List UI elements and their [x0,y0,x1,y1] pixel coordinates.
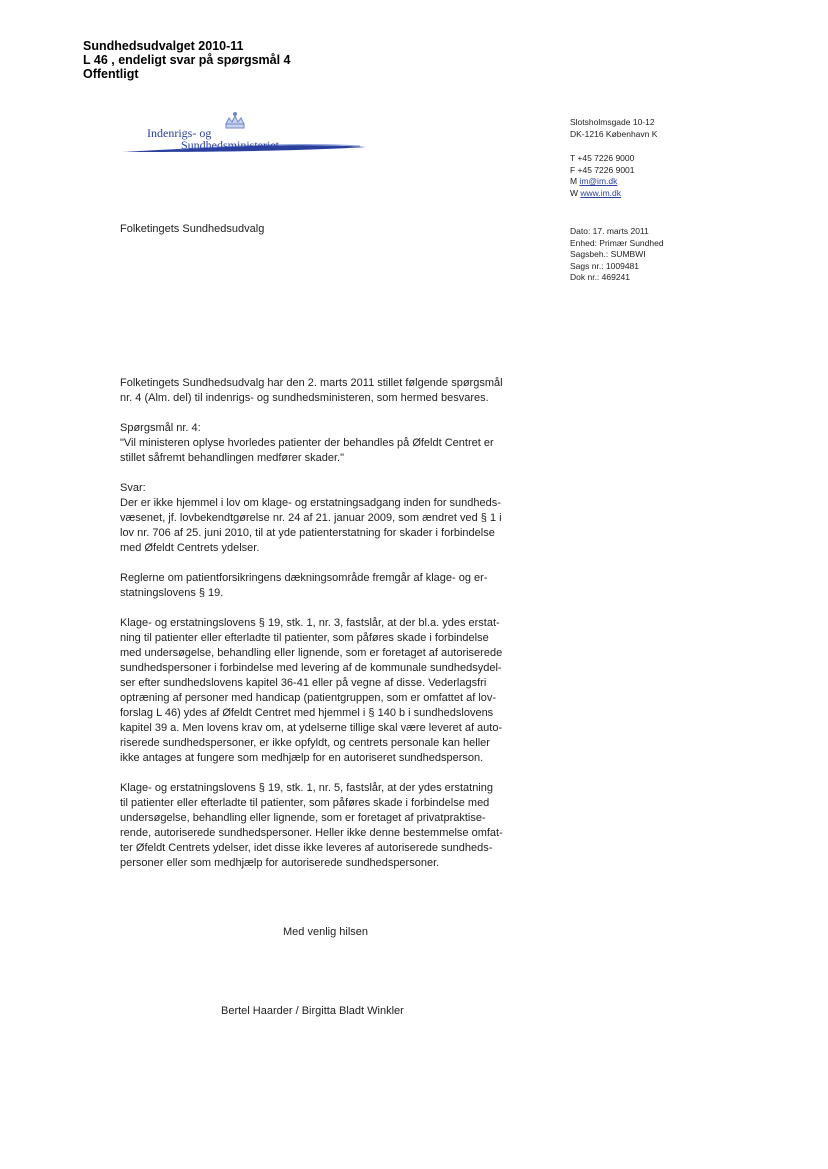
logo-text-line2: Sundhedsministeriet [181,138,279,152]
meta-unit: Enhed: Primær Sundhed [570,237,664,248]
signers: Bertel Haarder / Birgitta Bladt Winkler [221,1005,404,1017]
answer-paragraph-2: Reglerne om patientforsikringens dækningsområde fremgår af klage- og er- statningslovens § 19. [120,572,488,599]
document-meta [570,226,664,284]
ministry-logo [120,110,370,160]
meta-document-number: Dok nr.: 469241 [570,272,631,282]
committee-title: Sundhedsudvalget 2010-11 [83,39,244,53]
document-header [83,39,291,81]
meta-handler: Sagsbeh.: SUMBWI [570,249,646,259]
address-mail-line: M im@im.dk [570,176,618,186]
recipient: Folketingets Sundhedsudvalg [120,223,265,235]
answer-label: Svar: [120,482,146,494]
address-web-line: W www.im.dk [570,187,622,198]
email-link[interactable]: im@im.dk [579,176,618,186]
bill-answer-title: L 46 , endeligt svar på spørgsmål 4 [83,53,291,67]
website-link[interactable]: www.im.dk [580,187,622,198]
question-paragraph: Spørgsmål nr. 4: "Vil ministeren oplyse hvorledes patienter der behandles på Øfeldt Centret er stillet såfremt behandlingen medfører skader." [120,421,540,466]
meta-date: Dato: 17. marts 2011 [570,226,649,236]
address-street: Slotsholmsgade 10-12 [570,117,655,127]
address-fax: F +45 7226 9001 [570,164,635,175]
answer-paragraph-1: Svar: Der er ikke hjemmel i lov om klage- og erstatningsadgang inden for sundheds- væsenet, jf. lovbekendtgørelse nr. 24 af 21. januar 2009, som ændret ved § 1 i lov nr. 706 af 25. juni 2010, til at yde patienterstatning for skader i forbindelse med Øfeldt Centrets ydelser. [120,481,540,556]
answer-paragraph-4: Klage- og erstatningslovens § 19, stk. 1, nr. 5, fastslår, at der ydes erstatning til patienter eller efterladte til patienter, som påføres skade i forbindelse med undersøgelse, behandling eller lignende, som er foretaget af privatpraktise- rende, autoriserede sundhedspersoner. Heller ikke denne bestemmelse omfat- ter Øfeldt Centrets ydelser, idet disse ikke leveres af autoriserede sundheds- personer eller som medhjælp for autoriserede sundhedspersoner. [120,782,503,869]
logo-text-line1: Indenrigs- og [147,126,212,140]
address-phone: T +45 7226 9000 [570,153,635,163]
ministry-address [570,117,657,199]
address-city: DK-1216 København K [570,128,658,139]
intro-paragraph: Folketingets Sundhedsudvalg har den 2. marts 2011 stillet følgende spørgsmål nr. 4 (Alm. del) til indenrigs- og sundhedsministeren, som hermed besvares. [120,377,503,404]
question-label: Spørgsmål nr. 4: [120,422,201,434]
public-status: Offentligt [83,67,139,81]
meta-case-number: Sags nr.: 1009481 [570,260,640,271]
letter-body [120,376,540,871]
answer-paragraph-3: Klage- og erstatningslovens § 19, stk. 1, nr. 3, fastslår, at der bl.a. ydes erstat- ning til patienter eller efterladte til patienter, som påføres skade i forbindelse med undersøgelse, behandling eller lignende, som er foretaget af autoriserede sundhedspersoner i forbindelse med levering af de kommunale sundhedsydel- ser efter sundhedslovens kapitel 36-41 eller på vegne af disse. Vederlagsfri optræning af personer med handicap (patientgruppen, som er omfattet af lov- forslag L 46) ydes af Øfeldt Centret med hjemmel i § 140 b i sundhedslovens kapitel 39 a. Men lovens krav om, at ydelserne tillige skal være leveret af auto- riserede sundhedspersoner, er ikke opfyldt, og centrets personale kan heller ikke antages at fungere som medhjælp for en autoriseret sundhedsperson. [120,617,503,764]
closing-greeting: Med venlig hilsen [283,926,368,938]
